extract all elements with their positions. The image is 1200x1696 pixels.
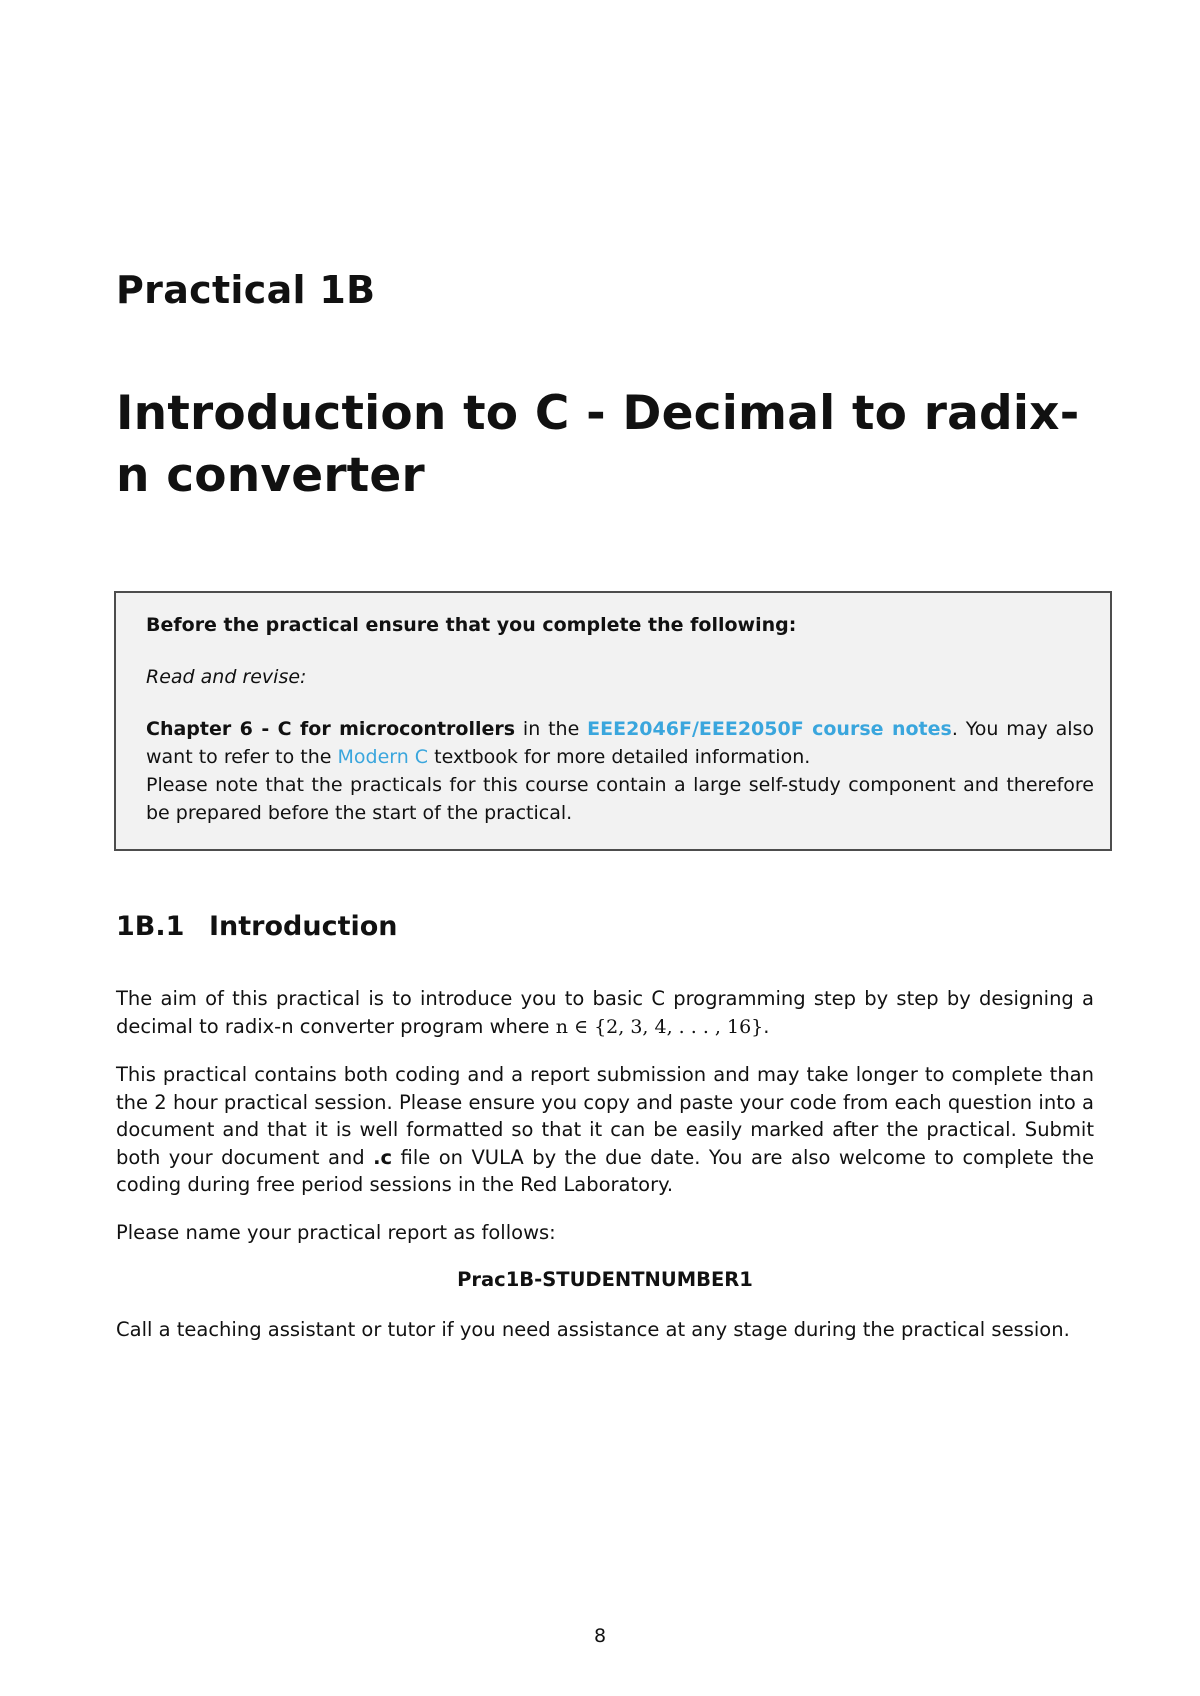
section-heading	[116, 911, 398, 942]
self-study-note: Please note that the practicals for this course contain a large self-study component and therefore be prepared before the start of the practical.	[146, 774, 1094, 824]
preparation-subheading: Read and revise:	[146, 666, 307, 688]
aim-paragraph	[116, 985, 1094, 1041]
section-body	[116, 985, 1094, 1363]
modern-c-link[interactable]: Modern C	[337, 746, 429, 768]
submission-text-end: file on VULA by the due date. You are also welcome to complete the coding during free period sessions in the Red Laboratory.	[116, 1145, 1094, 1196]
chapter-label: Practical 1B	[116, 268, 376, 312]
preparation-box	[114, 591, 1112, 851]
naming-paragraph: Please name your practical report as follows:	[116, 1220, 556, 1244]
chapter-reference: Chapter 6 - C for microcontrollers	[146, 718, 516, 740]
submission-text: This practical contains both coding and a report submission and may take longer to complete than the 2 hour practical session. Please ensure you copy and paste your code from each question into a document and that it is well formatted so that it can be easily marked after the practical. Submit both your document and	[116, 1063, 1094, 1169]
report-name: Prac1B-STUDENTNUMBER1	[457, 1268, 753, 1291]
section-number: 1B.1	[116, 911, 185, 942]
preparation-heading: Before the practical ensure that you complete the following:	[146, 614, 797, 636]
assistance-paragraph: Call a teaching assistant or tutor if you need assistance at any stage during the practical session.	[116, 1317, 1070, 1341]
c-file-extension: .c	[373, 1145, 393, 1169]
course-notes-link[interactable]: EEE2046F/EEE2050F course notes	[587, 718, 952, 740]
reading-text-textbook: textbook for more detailed information.	[428, 746, 811, 768]
page-number: 8	[593, 1625, 607, 1647]
aim-text: The aim of this practical is to introduce you to basic C programming step by step by designing a decimal to radix-n converter program where	[116, 987, 1094, 1038]
submission-paragraph	[116, 1061, 1094, 1199]
chapter-title: Introduction to C - Decimal to radix-n converter	[116, 386, 1080, 503]
radix-set-math: n ∈ {2, 3, 4, . . . , 16}	[555, 1015, 764, 1038]
preparation-reading	[146, 715, 1094, 771]
aim-text-end: .	[763, 1014, 770, 1038]
reading-text-also: . You may also want to refer to the	[146, 718, 1095, 768]
reading-text-in-the: in the	[515, 718, 588, 740]
section-title: Introduction	[209, 911, 398, 942]
